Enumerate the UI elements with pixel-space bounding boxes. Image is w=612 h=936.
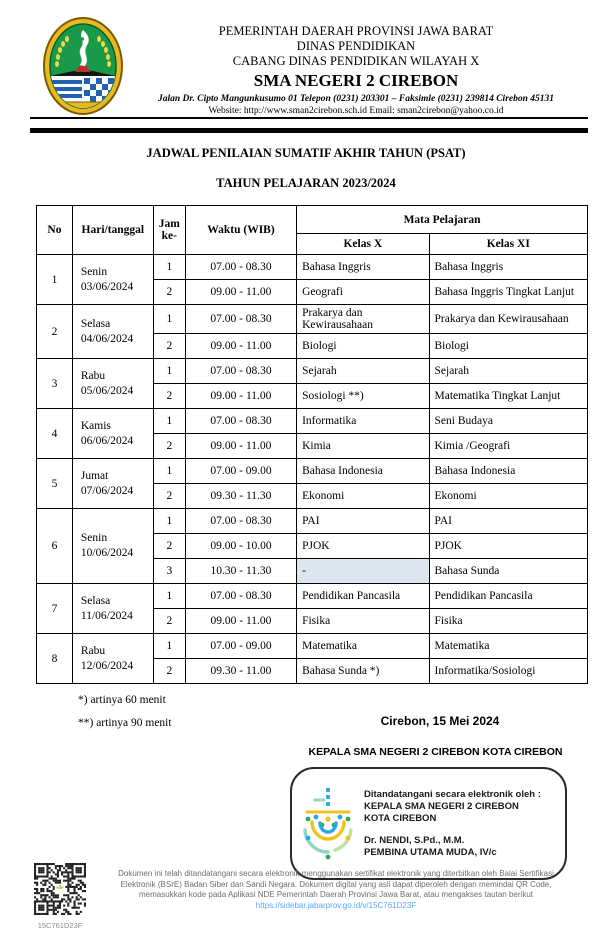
verification-link[interactable]: https://sidebar.jabarprov.go.id/v/15C761D23F bbox=[255, 900, 417, 910]
qr-code bbox=[34, 863, 86, 915]
electronic-signature-box bbox=[290, 767, 567, 880]
cell-time: 09.00 - 10.00 bbox=[185, 534, 296, 559]
esign-statement: Ditandatangani secara elektronik oleh : bbox=[364, 788, 541, 800]
cell-day: Rabu 12/06/2024 bbox=[72, 634, 153, 684]
cell-period: 2 bbox=[153, 609, 185, 634]
signature-place-date: Cirebon, 15 Mei 2024 bbox=[380, 714, 500, 728]
cell-no: 2 bbox=[37, 305, 73, 359]
cell-period: 2 bbox=[153, 659, 185, 684]
cell-subject-class-x: Geografi bbox=[297, 280, 429, 305]
table-row bbox=[37, 584, 588, 609]
cell-no: 5 bbox=[37, 459, 73, 509]
cell-day: Selasa 04/06/2024 bbox=[72, 305, 153, 359]
signer-name: Dr. NENDI, S.Pd., M.M. bbox=[364, 834, 465, 846]
qr-block bbox=[31, 863, 89, 930]
cell-subject-class-x: - bbox=[297, 559, 429, 584]
cell-time: 09.00 - 11.00 bbox=[185, 434, 296, 459]
col-header-subjects: Mata Pelajaran bbox=[297, 206, 588, 234]
cell-subject-class-xi: PAI bbox=[429, 509, 588, 534]
cell-subject-class-x: Prakarya dan Kewirausahaan bbox=[297, 305, 429, 334]
cell-day: Senin 03/06/2024 bbox=[72, 255, 153, 305]
cell-subject-class-x: Informatika bbox=[297, 409, 429, 434]
cell-day: Selasa 11/06/2024 bbox=[72, 584, 153, 634]
cell-no: 7 bbox=[37, 584, 73, 634]
cell-subject-class-xi: Matematika Tingkat Lanjut bbox=[429, 384, 588, 409]
cell-subject-class-x: Fisika bbox=[297, 609, 429, 634]
cell-subject-class-x: Bahasa Inggris bbox=[297, 255, 429, 280]
cell-subject-class-x: Sejarah bbox=[297, 359, 429, 384]
cell-subject-class-xi: Bahasa Sunda bbox=[429, 559, 588, 584]
cell-subject-class-x: PJOK bbox=[297, 534, 429, 559]
cell-subject-class-xi: Informatika/Sosiologi bbox=[429, 659, 588, 684]
col-header-class-x: Kelas X bbox=[297, 234, 429, 255]
document-subtitle: TAHUN PELAJARAN 2023/2024 bbox=[216, 176, 396, 190]
bsre-esign-logo-icon bbox=[292, 786, 364, 862]
cell-period: 2 bbox=[153, 484, 185, 509]
disclaimer-line3: memasukkan kode pada Aplikasi NDE Pemerintah Daerah Provinsi Jawa Barat, atau mengakses tautan berikut bbox=[139, 890, 533, 899]
table-row bbox=[37, 255, 588, 280]
cell-subject-class-x: Bahasa Sunda *) bbox=[297, 659, 429, 684]
note-60-minutes: *) artinya 60 menit bbox=[78, 694, 166, 706]
cell-day: Senin 10/06/2024 bbox=[72, 509, 153, 584]
school-name: SMA NEGERI 2 CIREBON bbox=[253, 71, 459, 90]
cell-no: 6 bbox=[37, 509, 73, 584]
col-header-no: No bbox=[37, 206, 73, 255]
letterhead-line2: DINAS PENDIDIKAN bbox=[296, 39, 416, 53]
cell-time: 10.30 - 11.30 bbox=[185, 559, 296, 584]
cell-subject-class-xi: Bahasa Inggris Tingkat Lanjut bbox=[429, 280, 588, 305]
cell-period: 3 bbox=[153, 559, 185, 584]
esign-signer-title-2: KOTA CIREBON bbox=[364, 812, 437, 824]
cell-day: Rabu 05/06/2024 bbox=[72, 359, 153, 409]
cell-subject-class-x: Ekonomi bbox=[297, 484, 429, 509]
school-website-email: Website: http://www.sman2cirebon.sch.id Email: sman2cirebon@yahoo.co.id bbox=[208, 106, 504, 116]
cell-time: 09.00 - 11.00 bbox=[185, 609, 296, 634]
cell-subject-class-x: Bahasa Indonesia bbox=[297, 459, 429, 484]
table-row bbox=[37, 509, 588, 534]
cell-time: 07.00 - 08.30 bbox=[185, 359, 296, 384]
cell-subject-class-xi: Pendidikan Pancasila bbox=[429, 584, 588, 609]
cell-time: 09.00 - 11.00 bbox=[185, 334, 296, 359]
table-row bbox=[37, 634, 588, 659]
signature-title: KEPALA SMA NEGERI 2 CIREBON KOTA CIREBON bbox=[308, 746, 563, 758]
cell-time: 09.30 - 11.00 bbox=[185, 659, 296, 684]
cell-subject-class-xi: Bahasa Indonesia bbox=[429, 459, 588, 484]
jawa-barat-emblem-icon bbox=[42, 16, 124, 116]
cell-period: 1 bbox=[153, 459, 185, 484]
esign-signer-title-1: KEPALA SMA NEGERI 2 CIREBON bbox=[364, 800, 519, 812]
cell-no: 1 bbox=[37, 255, 73, 305]
cell-period: 1 bbox=[153, 509, 185, 534]
cell-subject-class-xi: PJOK bbox=[429, 534, 588, 559]
cell-subject-class-xi: Seni Budaya bbox=[429, 409, 588, 434]
table-row bbox=[37, 359, 588, 384]
cell-period: 1 bbox=[153, 255, 185, 280]
col-header-time: Waktu (WIB) bbox=[185, 206, 296, 255]
cell-day: Jumat 07/06/2024 bbox=[72, 459, 153, 509]
cell-subject-class-xi: Bahasa Inggris bbox=[429, 255, 588, 280]
cell-time: 07.00 - 09.00 bbox=[185, 634, 296, 659]
cell-time: 07.00 - 08.30 bbox=[185, 305, 296, 334]
cell-subject-class-x: Pendidikan Pancasila bbox=[297, 584, 429, 609]
cell-period: 1 bbox=[153, 359, 185, 384]
cell-period: 2 bbox=[153, 434, 185, 459]
document-title: JADWAL PENILAIAN SUMATIF AKHIR TAHUN (PSAT) bbox=[146, 146, 466, 160]
schedule-table-body bbox=[37, 255, 588, 684]
table-row bbox=[37, 459, 588, 484]
esign-text-block bbox=[364, 789, 541, 859]
cell-subject-class-xi: Kimia /Geografi bbox=[429, 434, 588, 459]
document-title-block bbox=[0, 146, 612, 191]
notes-block bbox=[78, 689, 172, 735]
note-90-minutes: **) artinya 90 menit bbox=[78, 717, 172, 729]
cell-time: 07.00 - 08.30 bbox=[185, 509, 296, 534]
cell-time: 09.30 - 11.30 bbox=[185, 484, 296, 509]
cell-period: 1 bbox=[153, 634, 185, 659]
cell-no: 4 bbox=[37, 409, 73, 459]
letterhead bbox=[125, 24, 587, 117]
cell-period: 1 bbox=[153, 305, 185, 334]
cell-subject-class-xi: Ekonomi bbox=[429, 484, 588, 509]
cell-subject-class-xi: Biologi bbox=[429, 334, 588, 359]
footer-disclaimer bbox=[100, 869, 572, 911]
table-row bbox=[37, 409, 588, 434]
schedule-table bbox=[36, 205, 588, 684]
signer-rank: PEMBINA UTAMA MUDA, IV/c bbox=[364, 846, 497, 858]
cell-no: 8 bbox=[37, 634, 73, 684]
cell-subject-class-x: Kimia bbox=[297, 434, 429, 459]
letterhead-line3: CABANG DINAS PENDIDIKAN WILAYAH X bbox=[232, 54, 480, 68]
cell-period: 1 bbox=[153, 409, 185, 434]
cell-subject-class-xi: Sejarah bbox=[429, 359, 588, 384]
cell-period: 2 bbox=[153, 534, 185, 559]
cell-subject-class-xi: Matematika bbox=[429, 634, 588, 659]
disclaimer-line2: Elektronik (BSrE) Badan Siber dan Sandi Negara. Dokumen digital yang asli dapat diperoleh dengan memindai QR Code, bbox=[120, 879, 552, 889]
cell-no: 3 bbox=[37, 359, 73, 409]
cell-day: Kamis 06/06/2024 bbox=[72, 409, 153, 459]
cell-subject-class-x: Sosiologi **) bbox=[297, 384, 429, 409]
cell-time: 07.00 - 08.30 bbox=[185, 255, 296, 280]
col-header-period: Jam ke- bbox=[153, 206, 185, 255]
letterhead-divider bbox=[30, 117, 588, 133]
cell-period: 1 bbox=[153, 584, 185, 609]
col-header-day: Hari/tanggal bbox=[72, 206, 153, 255]
cell-subject-class-x: PAI bbox=[297, 509, 429, 534]
qr-code-label: 15C761D23F bbox=[37, 921, 83, 930]
cell-time: 07.00 - 09.00 bbox=[185, 459, 296, 484]
cell-period: 2 bbox=[153, 384, 185, 409]
letterhead-line1: PEMERINTAH DAERAH PROVINSI JAWA BARAT bbox=[218, 24, 494, 38]
cell-period: 2 bbox=[153, 280, 185, 305]
cell-time: 09.00 - 11.00 bbox=[185, 384, 296, 409]
cell-subject-class-x: Biologi bbox=[297, 334, 429, 359]
cell-subject-class-xi: Prakarya dan Kewirausahaan bbox=[429, 305, 588, 334]
cell-subject-class-xi: Fisika bbox=[429, 609, 588, 634]
disclaimer-line1: Dokumen ini telah ditandatangani secara elektronik menggunakan sertifikat elektronik yang diterbitkan oleh Balai Sertifikasi bbox=[118, 869, 554, 878]
school-address: Jalan Dr. Cipto Mangunkusumo 01 Telepon (0231) 203301 – Faksimle (0231) 239814 Cirebon 45131 bbox=[157, 94, 555, 104]
cell-time: 07.00 - 08.30 bbox=[185, 584, 296, 609]
cell-subject-class-x: Matematika bbox=[297, 634, 429, 659]
cell-time: 09.00 - 11.00 bbox=[185, 280, 296, 305]
table-row bbox=[37, 305, 588, 334]
cell-time: 07.00 - 08.30 bbox=[185, 409, 296, 434]
col-header-class-xi: Kelas XI bbox=[429, 234, 588, 255]
cell-period: 2 bbox=[153, 334, 185, 359]
